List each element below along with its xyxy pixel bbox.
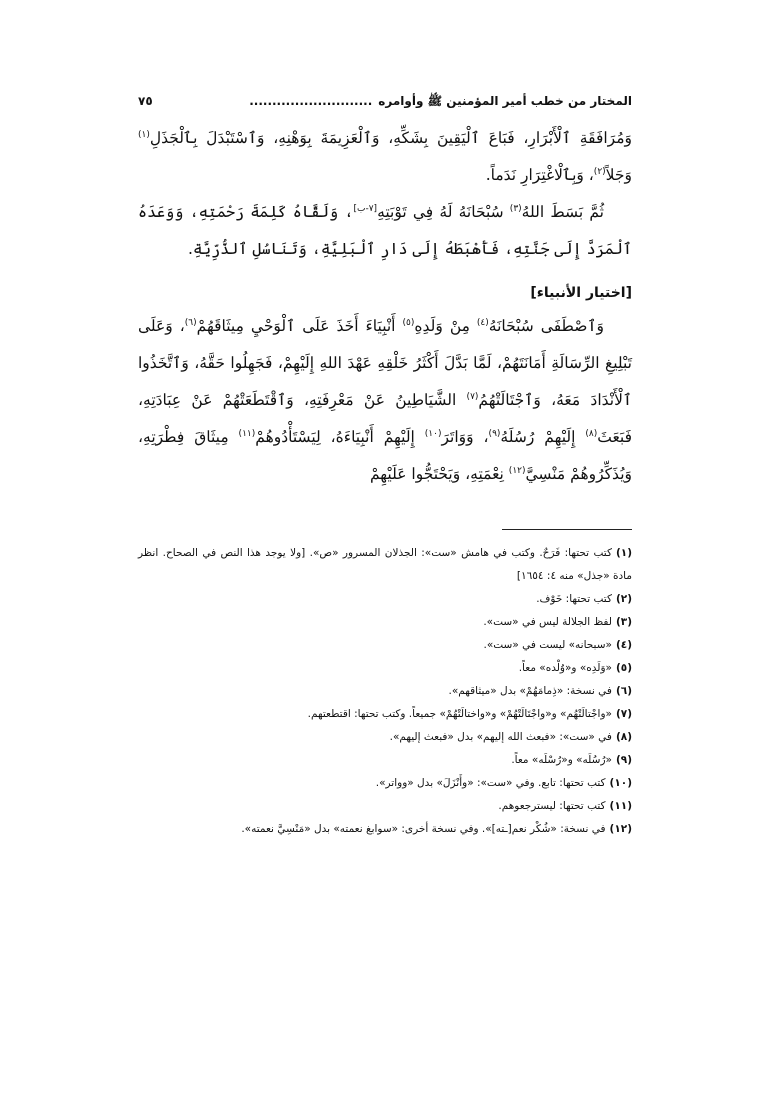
footnote [138, 634, 632, 657]
footnote-number: (٨) [615, 731, 632, 743]
text-run: ، وَوَاتَرَ [441, 428, 489, 446]
footnote-number: (٧) [615, 708, 632, 720]
footnote-text: لفظ الجلالة ليس في «ست». [483, 616, 612, 628]
footnote-marker: (٩) [488, 428, 501, 439]
footnote-number: (٤) [615, 639, 632, 651]
footnote-separator [502, 529, 632, 530]
footnote-text: «سبحانه» ليست في «ست». [483, 639, 612, 651]
footnote [138, 749, 632, 772]
footnote-number: (٥) [615, 662, 632, 674]
footnote-marker: (١) [138, 129, 150, 140]
footnote-text: كتب تحتها: تابع. وفي «ست»: «وأَنْزَلَ» بدل «وواتر». [375, 777, 606, 789]
footnote [138, 726, 632, 749]
book-title: المختار من خطب أمير المؤمنين ﷺ وأوامره [378, 94, 632, 108]
leader-dots: ........................... [249, 94, 373, 108]
footnote [138, 657, 632, 680]
footnote [138, 542, 632, 588]
main-text [138, 120, 632, 493]
footnote-text: «واجْتالَتْهُم» و«واجْتَالَتْهُمْ» و«واختالَتْهُمْ» جميعاً. وكتب تحتها: اقتطعتهم. [307, 708, 612, 720]
page-number: ٧٥ [138, 94, 153, 108]
footnote-number: (٢) [615, 593, 632, 605]
text-run: مِيثَاقَ فِطْرَتِهِ، وَيُذَكِّرُوهُمْ مَنْسِيَّ [138, 428, 632, 483]
text-run: ثُمَّ بَسَطَ اللهُ [521, 203, 604, 221]
paragraph [138, 120, 632, 194]
footnote-number: (٦) [615, 685, 632, 697]
footnote-marker: (٣) [509, 203, 522, 214]
footnote [138, 772, 632, 795]
text-run: ، وَعَلَى تَبْلِيغِ الرِّسَالَةِ أَمَانَتَهُمْ، لَمَّا بَدَّلَ أَكْثَرُ خَلْقِهِ عَهْدَ اللهِ إِلَيْهِمْ، فَجَهِلُوا حَقَّهُ، وَٱتَّخَذُوا ٱلْأَنْدَادَ مَعَهُ، وَٱجْتَالَتْهُمُ [138, 317, 632, 409]
footnote [138, 588, 632, 611]
footnote-text: «رُسُلَه» و«رُسْلَه» معاً. [511, 754, 612, 766]
footnote-number: (١٢) [609, 823, 632, 835]
book-page [138, 92, 632, 841]
footnote [138, 680, 632, 703]
footnote [138, 703, 632, 726]
footnote-marker: (٦) [184, 317, 197, 328]
running-header [138, 92, 632, 110]
footnote [138, 795, 632, 818]
text-run: إِلَيْهِمْ أَنْبِيَاءَهُ، لِيَسْتَأْدُوهُمْ [255, 428, 425, 446]
text-run: نِعْمَتِهِ، وَيَحْتَجُّوا عَلَيْهِمْ [369, 465, 509, 483]
footnote-marker: (٤) [476, 317, 489, 328]
section-heading: [اختيار الأنبياء] [530, 285, 632, 301]
footnote-text: في «ست»: «فبعث الله إليهم» بدل «فبعث إليهم». [389, 731, 612, 743]
footnote-marker: (٥) [402, 317, 415, 328]
footnote [138, 611, 632, 634]
footnote-text: كتب تحتها: ليسترجعوهم. [498, 800, 606, 812]
footnote-marker: (٧) [466, 391, 479, 402]
footnotes [138, 542, 632, 841]
footnote-text: كتب تحتها: خَوْف. [536, 593, 612, 605]
footnote-text: «وَلَدِه» و«وُلْده» معاً. [518, 662, 612, 674]
paragraph [138, 308, 632, 493]
text-run: ، وَبِٱلْاغْتِرَارِ نَدَماً. [485, 166, 594, 184]
footnote-number: (١١) [609, 800, 632, 812]
footnote-text: في نسخة: «ذِمامَهُمْ» بدل «ميثاقهم». [448, 685, 612, 697]
text-run: مِنْ وَلَدِهِ [414, 317, 477, 335]
footnote-number: (٩) [615, 754, 632, 766]
footnote-text: كتب تحتها: فَرَحٌ. وكتب في هامش «ست»: الجذلان المسرور «ص». [ولا يوجد هذا النص في الصحاح. انظر مادة «جذل» منه ٤: ١٦٥٤] [138, 547, 632, 582]
footnote-number: (١) [615, 547, 632, 559]
footnote-text: في نسخة: «شُكْر نعم[ـته]». وفي نسخة أخرى: «سوابغ نعمته» بدل «مَنْسِيَّ نعمته». [241, 823, 606, 835]
text-run: سُبْحَانَهُ لَهُ فِي تَوْبَتِهِ [377, 203, 510, 221]
paragraph [138, 194, 632, 268]
footnote-number: (٣) [615, 616, 632, 628]
footnote-marker: (٨) [585, 428, 598, 439]
footnote-marker: (١١) [238, 428, 256, 439]
text-run: الشَّيَاطِينُ عَنْ مَعْرِفَتِهِ، وَٱقْتَطَعَتْهُمْ عَنْ عِبَادَتِهِ، فَبَعَثَ [138, 391, 633, 446]
footnote [138, 818, 632, 841]
text-run: وَمُرَافَقَةِ ٱلْأَبْرَارِ، فَبَاعَ ٱلْيَقِينَ بِشَكِّهِ، وَٱلْعَزِيمَةَ بِوَهْنِهِ، وَٱسْتَبْدَلَ بِٱلْجَذَلِ [149, 129, 632, 147]
text-run: إِلَيْهِمْ رُسُلَهُ [500, 428, 586, 446]
folio-marker: [٧-ب] [353, 203, 378, 214]
footnote-marker: (٢) [593, 166, 606, 177]
footnote-marker: (١٠) [424, 428, 442, 439]
footnote-marker: (١٢) [508, 465, 526, 476]
text-run: وَٱصْطَفَى سُبْحَانَهُ [488, 317, 604, 335]
text-run: أَنْبِيَاءَ أَخَذَ عَلَى ٱلْوَحْيِ مِيثَاقَهُمْ [196, 317, 403, 335]
footnote-number: (١٠) [609, 777, 632, 789]
text-run: وَجَلاً [605, 166, 632, 184]
text-run: ، وَلَقَّاهُ كَلِمَةَ رَحْمَتِهِ، وَوَعَدَهُ ٱلْمَرَدَّ إِلَى جَنَّتِهِ، فَأَهْبَطَهُ إِلَى دَارِ ٱلْبَلِيَّةِ، وَتَنَاسُلِ ٱلذُّرِّيَّةِ. [138, 203, 632, 258]
